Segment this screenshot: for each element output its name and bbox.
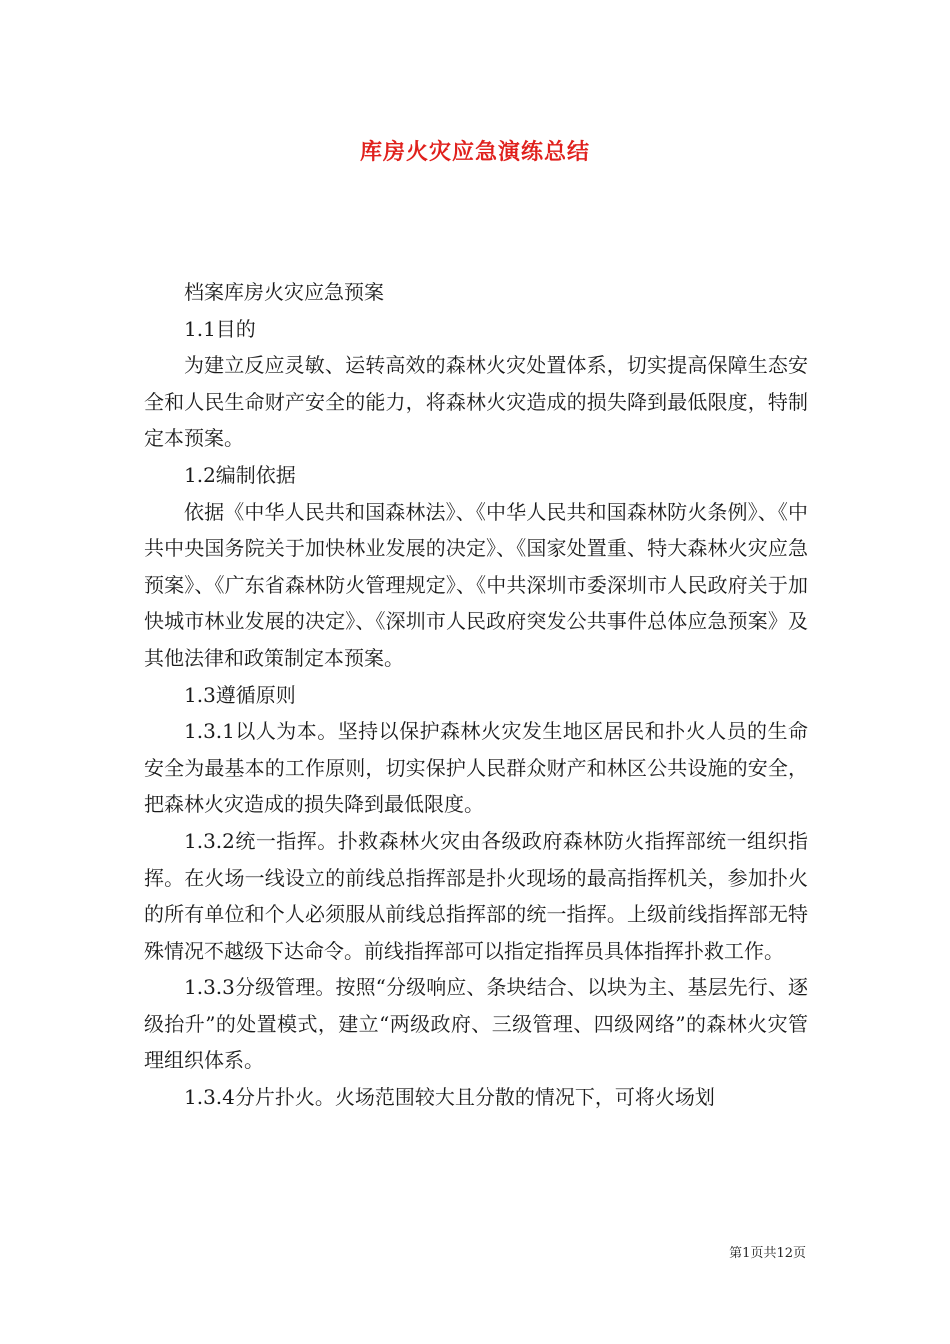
section-1-3-3-text: 1.3.3分级管理。按照“分级响应、条块结合、以块为主、基层先行、逐级抬升”的处置模式，建立“两级政府、三级管理、四级网络”的森林火灾管理组织体系。: [144, 975, 808, 1073]
document-title: 库房火灾应急演练总结: [359, 139, 590, 165]
section-1-2-heading: 1.2编制依据: [184, 462, 296, 487]
section-1-2-text: 依据《中华人民共和国森林法》、《中华人民共和国森林防火条例》、《中共中央国务院关于加快林业发展的决定》、《国家处置重、特大森林火灾应急预案》、《广东省森林防火管理规定》、《中共深圳市委深圳市人民政府关于加快城市林业发展的决定》、《深圳市人民政府突发公共事件总体应急预案》及其他法律和政策制定本预案。: [144, 499, 808, 670]
section-1-3-2-text: 1.3.2统一指挥。扑救森林火灾由各级政府森林防火指挥部统一组织指挥。在火场一线设立的前线总指挥部是扑火现场的最高指挥机关，参加扑火的所有单位和个人必须服从前线总指挥部的统一指挥。上级前线指挥部无特殊情况不越级下达命令。前线指挥部可以指定指挥员具体指挥扑救工作。: [144, 828, 808, 963]
section-1-3-heading: 1.3遵循原则: [184, 682, 296, 707]
section-1-3-1-text: 1.3.1以人为本。坚持以保护森林火灾发生地区居民和扑火人员的生命安全为最基本的工作原则，切实保护人民群众财产和林区公共设施的安全，把森林火灾造成的损失降到最低限度。: [144, 719, 808, 817]
section-1-1-heading: 1.1目的: [184, 316, 256, 341]
paragraph-heading: 档案库房火灾应急预案: [184, 280, 384, 304]
page-number: 第1页共12页: [729, 1246, 806, 1261]
document-body: [144, 274, 808, 1116]
section-1-3-4-text: 1.3.4分片扑火。火场范围较大且分散的情况下，可将火场划: [184, 1085, 715, 1110]
section-1-1-text: 为建立反应灵敏、运转高效的森林火灾处置体系，切实提高保障生态安全和人民生命财产安全的能力，将森林火灾造成的损失降到最低限度，特制定本预案。: [144, 353, 808, 451]
